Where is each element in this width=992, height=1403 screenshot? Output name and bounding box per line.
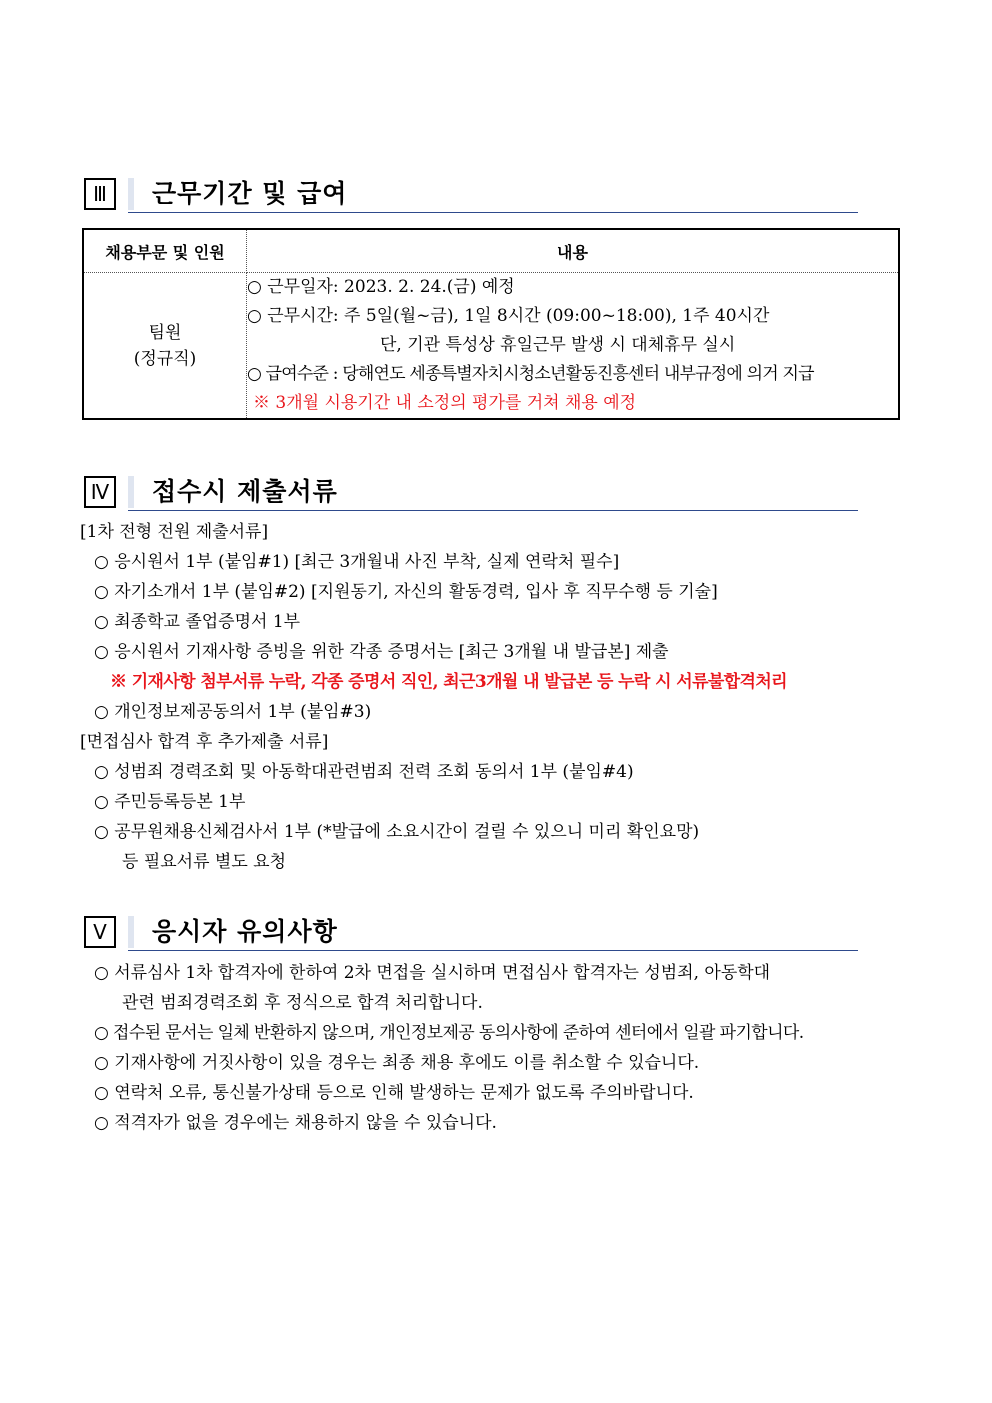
- section-underline: [128, 510, 858, 511]
- notices-list: [80, 958, 920, 1138]
- section-accent-bar: [128, 178, 134, 210]
- work-conditions-table: [82, 228, 900, 420]
- role-type: (정규직): [133, 348, 197, 369]
- list-item: ○ 연락처 오류, 통신불가상태 등으로 인해 발생하는 문제가 없도록 주의바랍니다.: [94, 1083, 694, 1103]
- content-cell: [247, 273, 900, 420]
- list-item: ○ 응시원서 기재사항 증빙을 위한 각종 증명서는 [최근 3개월 내 발급본] 제출: [94, 642, 669, 662]
- table-header-position: 채용부문 및 인원: [83, 229, 247, 273]
- section-accent-bar: [128, 916, 134, 948]
- list-item: ○ 개인정보제공동의서 1부 (붙임#3): [94, 702, 372, 722]
- section-header-documents: [84, 476, 858, 512]
- list-item: ○ 접수된 문서는 일체 반환하지 않으며, 개인정보제공 동의사항에 준하여 센터에서 일괄 파기합니다.: [94, 1023, 804, 1043]
- salary-level: ○ 급여수준 : 당해연도 세종특별자치시청소년활동진흥센터 내부규정에 의거 지급: [247, 364, 814, 384]
- probation-note: ※ 3개월 시용기간 내 소정의 평가를 거쳐 채용 예정: [253, 393, 637, 413]
- section-number: Ⅲ: [84, 178, 116, 210]
- section-title: 응시자 유의사항: [152, 917, 338, 946]
- list-item: ○ 자기소개서 1부 (붙임#2) [지원동기, 자신의 활동경력, 입사 후 직무수행 등 기술]: [94, 582, 718, 602]
- list-item: ○ 기재사항에 거짓사항이 있을 경우는 최종 채용 후에도 이를 취소할 수 있습니다.: [94, 1053, 700, 1073]
- warning-note: ※ 기재사항 첨부서류 누락, 각종 증명서 직인, 최근3개월 내 발급본 등 누락 시 서류불합격처리: [110, 672, 787, 692]
- list-item: ○ 응시원서 1부 (붙임#1) [최근 3개월내 사진 부착, 실제 연락처 필수]: [94, 552, 620, 572]
- list-item: ○ 적격자가 없을 경우에는 채용하지 않을 수 있습니다.: [94, 1113, 497, 1133]
- list-item: ○ 최종학교 졸업증명서 1부: [94, 612, 301, 632]
- list-item: ○ 주민등록등본 1부: [94, 792, 246, 812]
- section-title: 근무기간 및 급여: [152, 179, 348, 208]
- group-title-first: [1차 전형 전원 제출서류]: [80, 522, 269, 542]
- section-number: Ⅴ: [84, 916, 116, 948]
- list-item: ○ 성범죄 경력조회 및 아동학대관련범죄 전력 조회 동의서 1부 (붙임#4): [94, 762, 634, 782]
- section-header-notices: [84, 916, 858, 952]
- section-accent-bar: [128, 476, 134, 508]
- section-underline: [128, 950, 858, 951]
- work-hours: ○ 근무시간: 주 5일(월~금), 1일 8시간 (09:00~18:00), 1주 40시간: [247, 306, 770, 326]
- section-underline: [128, 212, 858, 213]
- section-number: Ⅳ: [84, 476, 116, 508]
- role-cell: [83, 273, 247, 420]
- role-name: 팀원: [148, 322, 182, 343]
- section-title: 접수시 제출서류: [152, 477, 338, 506]
- group-title-second: [면접심사 합격 후 추가제출 서류]: [80, 732, 329, 752]
- list-item-continuation: 관련 범죄경력조회 후 정식으로 합격 처리합니다.: [122, 993, 483, 1013]
- work-hours-note: 단, 기관 특성상 휴일근무 발생 시 대체휴무 실시: [380, 335, 736, 355]
- list-item: ○ 공무원채용신체검사서 1부 (*발급에 소요시간이 걸릴 수 있으니 미리 확인요망): [94, 822, 700, 842]
- list-item: ○ 서류심사 1차 합격자에 한하여 2차 면접을 실시하며 면접심사 합격자는 성범죄, 아동학대: [94, 963, 771, 983]
- documents-list: [80, 517, 920, 877]
- list-item-continuation: 등 필요서류 별도 요청: [122, 852, 287, 872]
- table-header-content: 내용: [247, 229, 900, 273]
- work-date: ○ 근무일자: 2023. 2. 24.(금) 예정: [247, 277, 515, 297]
- section-header-work: [84, 178, 858, 214]
